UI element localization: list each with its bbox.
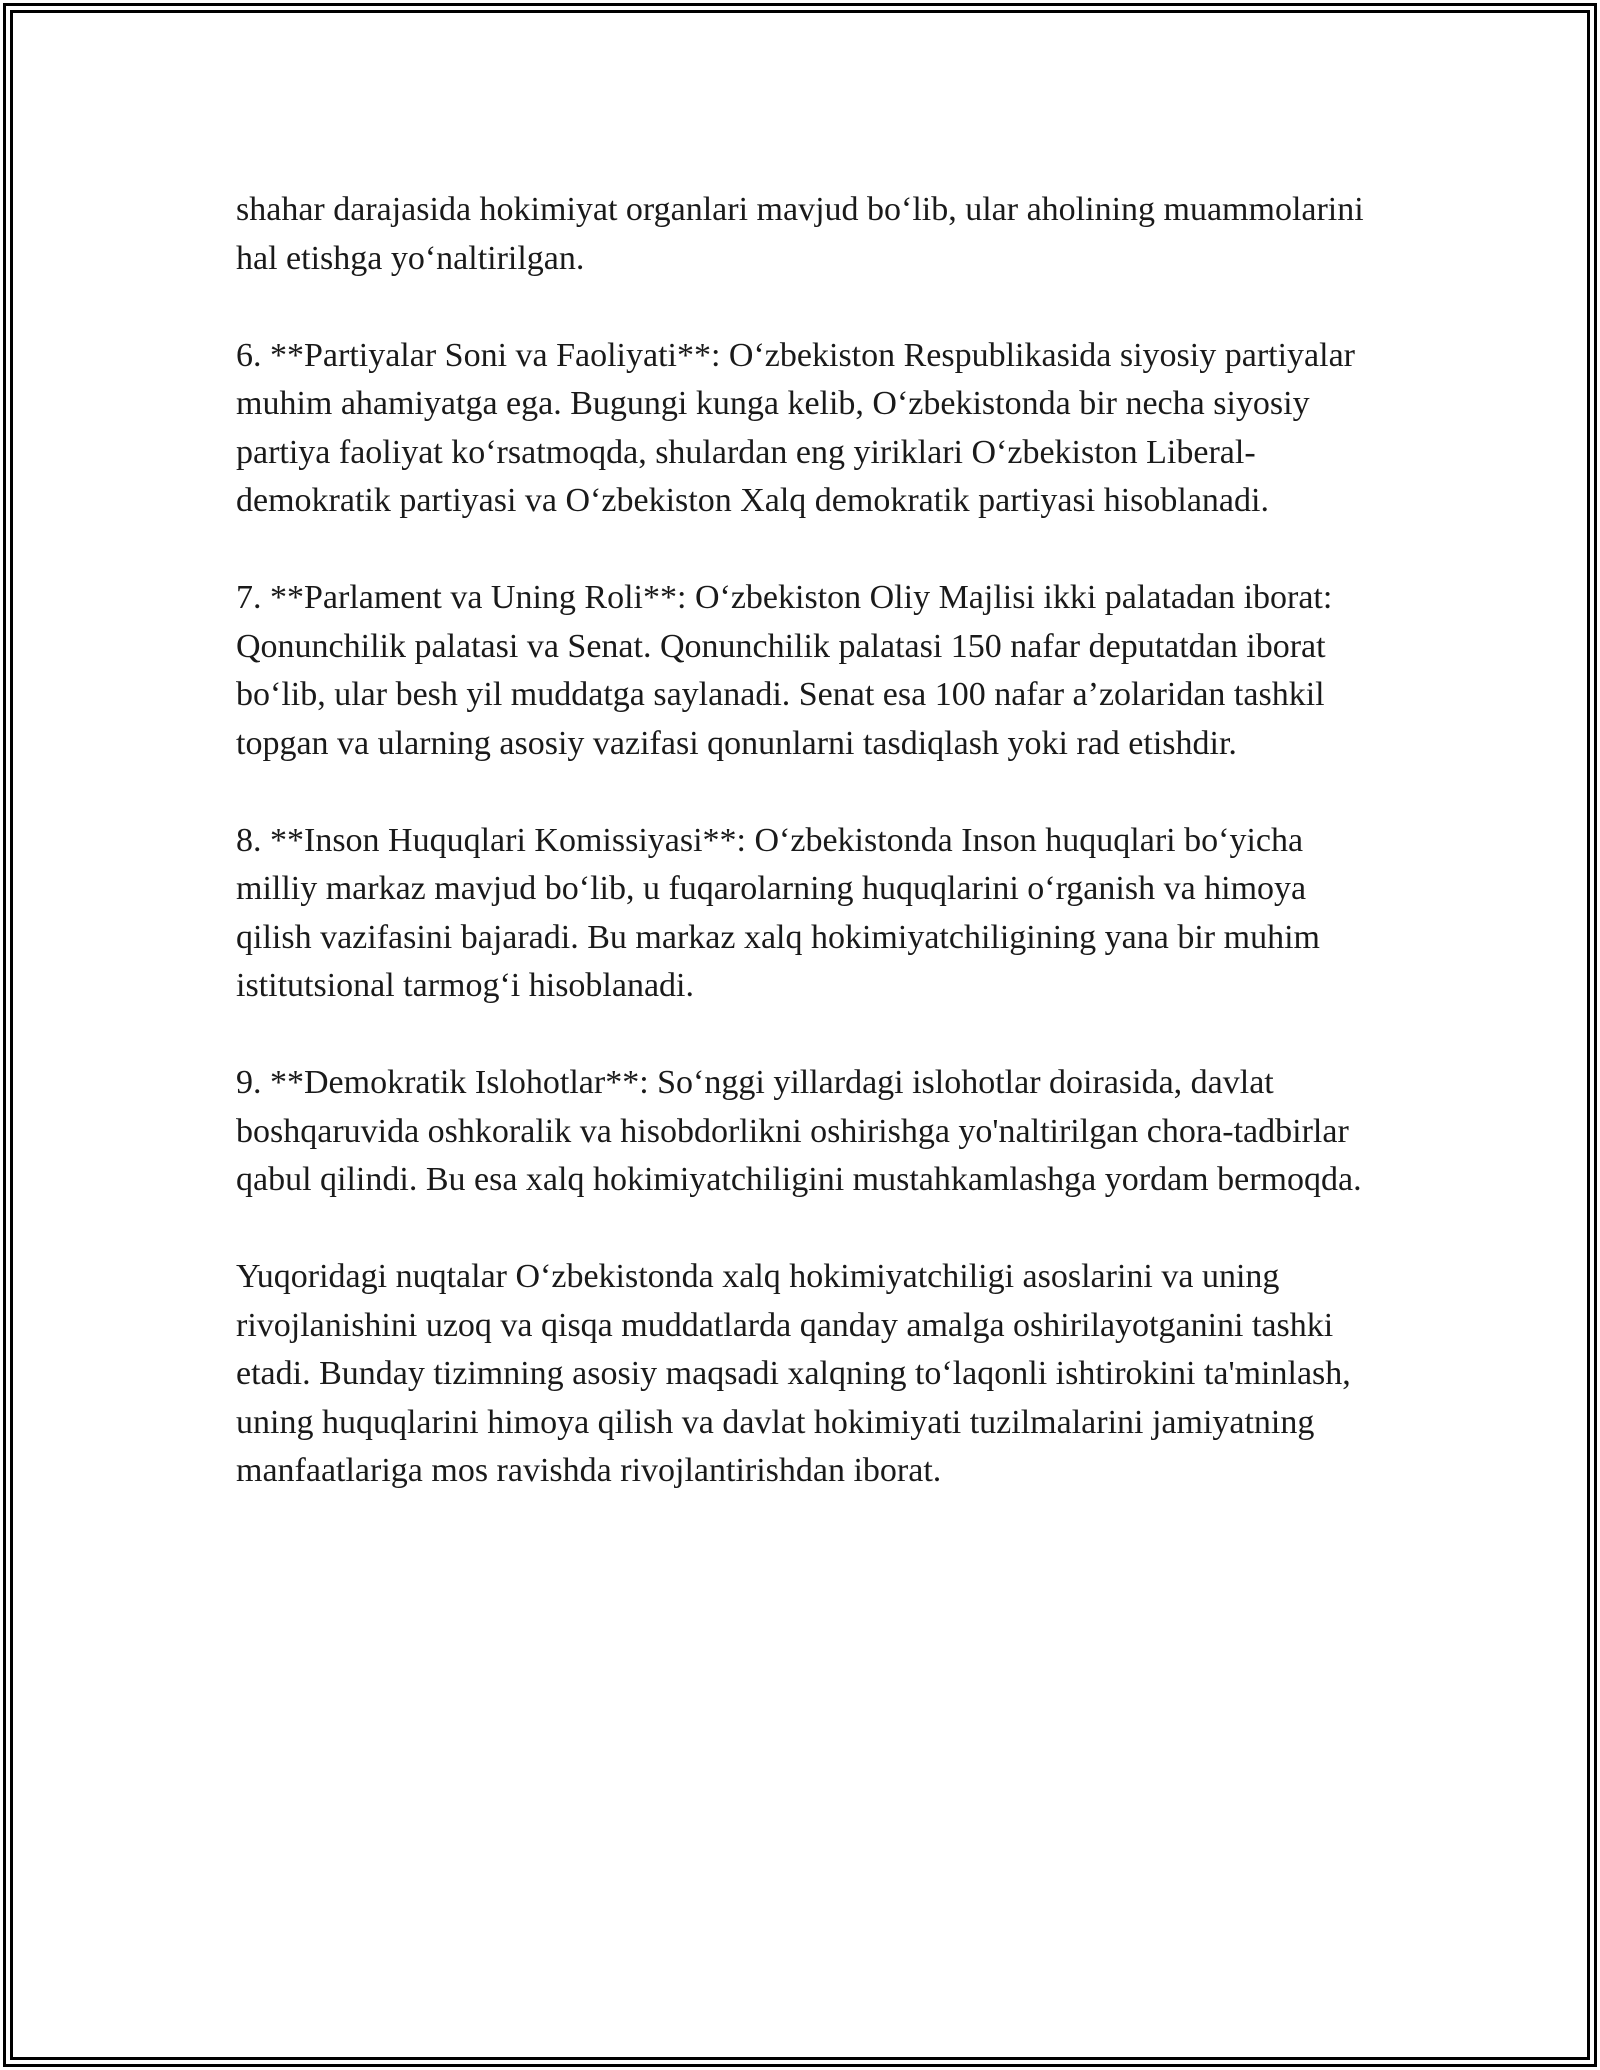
paragraph-demokratik-islohotlar: 9. **Demokratik Islohotlar**: Soʻnggi yillardagi islohotlar doirasida, davlat boshqaruvida oshkoralik va hisobdorlikni oshirishga yo'naltirilgan chora-tadbirlar qabul qilindi. Bu esa xalq hokimiyatchiligini mustahkamlashga yordam bermoqda. bbox=[236, 1064, 1362, 1198]
paragraph-partiyalar: 6. **Partiyalar Soni va Faoliyati**: Oʻzbekiston Respublikasida siyosiy partiyalar muhim ahamiyatga ega. Bugungi kunga kelib, Oʻzbekistonda bir necha siyosiy partiya faoliyat koʻrsatmoqda, shulardan eng yiriklari Oʻzbekiston Liberal-demokratik partiyasi va Oʻzbekiston Xalq demokratik partiyasi hisoblanadi. bbox=[236, 336, 1355, 519]
paragraph-inson-huquqlari: 8. **Inson Huquqlari Komissiyasi**: Oʻzbekistonda Inson huquqlari boʻyicha milliy markaz mavjud boʻlib, u fuqarolarning huquqlarini oʻrganish va himoya qilish vazifasini bajaradi. Bu markaz xalq hokimiyatchiligining yana bir muhim istitutsional tarmogʻi hisoblanadi. bbox=[236, 821, 1320, 1004]
paragraph-conclusion: Yuqoridagi nuqtalar Oʻzbekistonda xalq hokimiyatchiligi asoslarini va uning rivojlanishini uzoq va qisqa muddatlarda qanday amalga oshirilayotganini tashki etadi. Bunday tizimning asosiy maqsadi xalqning toʻlaqonli ishtirokini ta'minlash, uning huquqlarini himoya qilish va davlat hokimiyati tuzilmalarini jamiyatning manfaatlariga mos ravishda rivojlantirishdan iborat. bbox=[236, 1258, 1351, 1489]
document-body bbox=[236, 186, 1376, 1496]
paragraph-continuation: shahar darajasida hokimiyat organlari mavjud boʻlib, ular aholining muammolarini hal etishga yoʻnaltirilgan. bbox=[236, 191, 1364, 277]
paragraph-parlament: 7. **Parlament va Uning Roli**: Oʻzbekiston Oliy Majlisi ikki palatadan iborat: Qonunchilik palatasi va Senat. Qonunchilik palatasi 150 nafar deputatdan iborat boʻlib, ular besh yil muddatga saylanadi. Senat esa 100 nafar a’zolaridan tashkil topgan va ularning asosiy vazifasi qonunlarni tasdiqlash yoki rad etishdir. bbox=[236, 579, 1333, 762]
